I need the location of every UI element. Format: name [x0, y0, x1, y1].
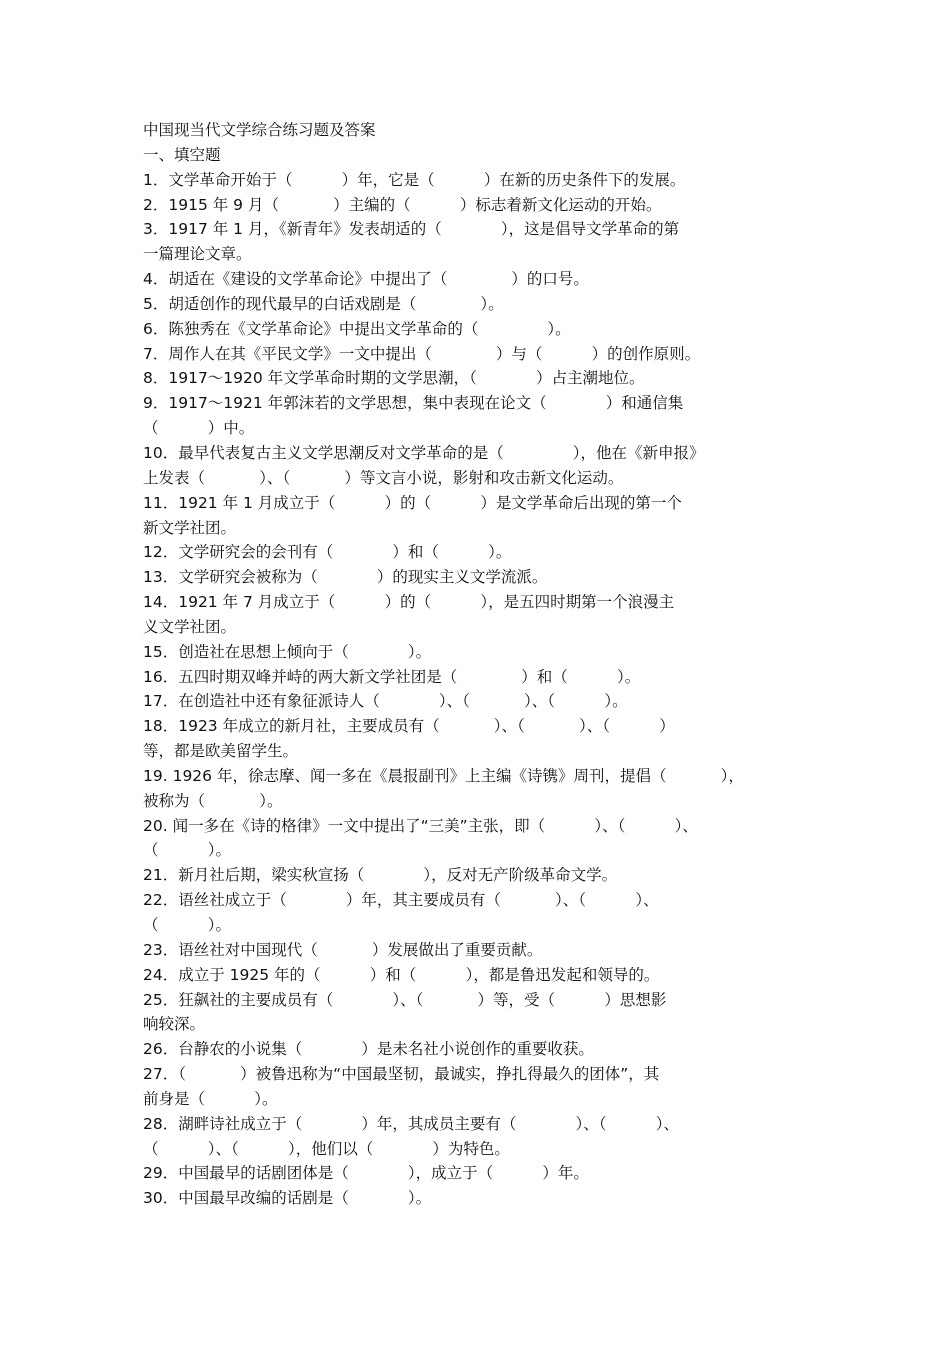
question-line: 12．文学研究会的会刊有（ ）和（ ）。: [143, 543, 512, 562]
question-line: 响较深。: [143, 1015, 206, 1034]
question-line: 27．（ ）被鲁迅称为“中国最坚韧，最诚实，挣扎得最久的团体”，其: [143, 1065, 660, 1084]
question-line: 5．胡适创作的现代最早的白话戏剧是（ ）。: [143, 294, 504, 313]
question-line: 被称为（ ）。: [143, 791, 283, 810]
question-line: （ ）。: [143, 916, 232, 934]
question-line: 23．语丝社对中国现代（ ）发展做出了重要贡献。: [143, 940, 543, 959]
question-line: 9．1917～1921 年郭沫若的文学思想，集中表现在论文（ ）和通信集: [143, 394, 684, 413]
question-line: 8．1917～1920 年文学革命时期的文学思潮，（ ）占主潮地位。: [143, 369, 645, 388]
question-line: 10．最早代表复古主义文学思潮反对文学革命的是（ ），他在《新申报》: [143, 443, 705, 462]
question-line: （ ）中。: [143, 419, 255, 438]
question-line: （ ）、（ ），他们以（ ）为特色。: [143, 1139, 510, 1158]
question-line: 20. 闻一多在《诗的格律》一文中提出了“三美”主张，即（ ）、（ ）、: [143, 816, 698, 835]
document-title: 中国现当代文学综合练习题及答案: [143, 121, 376, 139]
exercise-page: [143, 118, 810, 1211]
question-line: 28．湖畔诗社成立于（ ）年，其成员主要有（ ）、（ ）、: [143, 1114, 679, 1133]
question-line: 义文学社团。: [143, 617, 237, 636]
question-line: 2．1915 年 9 月（ ）主编的（ ）标志着新文化运动的开始。: [143, 195, 662, 214]
question-line: 26．台静农的小说集（ ）是未名社小说创作的重要收获。: [143, 1040, 594, 1059]
question-line: 一篇理论文章。: [143, 245, 252, 264]
section-heading: 一、填空题: [143, 145, 221, 164]
question-line: 上发表（ ）、（ ）等文言小说，影射和攻击新文化运动。: [143, 468, 624, 487]
question-line: 15．创造社在思想上倾向于（ ）。: [143, 642, 432, 661]
question-line: 3．1917 年 1 月，《新青年》发表胡适的（ ），这是倡导文学革命的第: [143, 220, 680, 239]
question-line: 16．五四时期双峰并峙的两大新文学社团是（ ）和（ ）。: [143, 667, 641, 686]
question-line: 22．语丝社成立于（ ）年，其主要成员有（ ）、（ ）、: [143, 891, 659, 910]
question-line: 4．胡适在《建设的文学革命论》中提出了（ ）的口号。: [143, 270, 589, 289]
question-line: （ ）。: [143, 841, 232, 860]
question-line: 30．中国最早改编的话剧是（ ）。: [143, 1189, 432, 1208]
question-line: 7．周作人在其《平民文学》一文中提出（ ）与（ ）的创作原则。: [143, 344, 701, 363]
question-line: 前身是（ ）。: [143, 1089, 278, 1108]
question-line: 25．狂飙社的主要成员有（ ）、（ ）等，受（ ）思想影: [143, 990, 667, 1009]
question-line: 新文学社团。: [143, 518, 237, 537]
question-line: 21．新月社后期，梁实秋宣扬（ ），反对无产阶级革命文学。: [143, 866, 618, 885]
question-line: 6．陈独秀在《文学革命论》中提出文学革命的（ ）。: [143, 319, 571, 338]
question-line: 等，都是欧美留学生。: [143, 742, 299, 761]
question-line: 14．1921 年 7 月成立于（ ）的（ ），是五四时期第一个浪漫主: [143, 593, 675, 612]
question-line: 1．文学革命开始于（ ）年，它是（ ）在新的历史条件下的发展。: [143, 170, 686, 189]
question-line: 11．1921 年 1 月成立于（ ）的（ ）是文学革命后出现的第一个: [143, 493, 682, 512]
question-line: 19. 1926 年，徐志摩、闻一多在《晨报副刊》上主编《诗镌》周刊，提倡（ ），: [143, 766, 744, 785]
question-line: 17．在创造社中还有象征派诗人（ ）、（ ）、（ ）。: [143, 692, 628, 711]
question-line: 13．文学研究会被称为（ ）的现实主义文学流派。: [143, 568, 548, 587]
question-line: 29．中国最早的话剧团体是（ ），成立于（ ）年。: [143, 1164, 589, 1183]
question-line: 18．1923 年成立的新月社，主要成员有（ ）、（ ）、（ ）: [143, 717, 675, 736]
question-line: 24．成立于 1925 年的（ ）和（ ），都是鲁迅发起和领导的。: [143, 965, 660, 984]
